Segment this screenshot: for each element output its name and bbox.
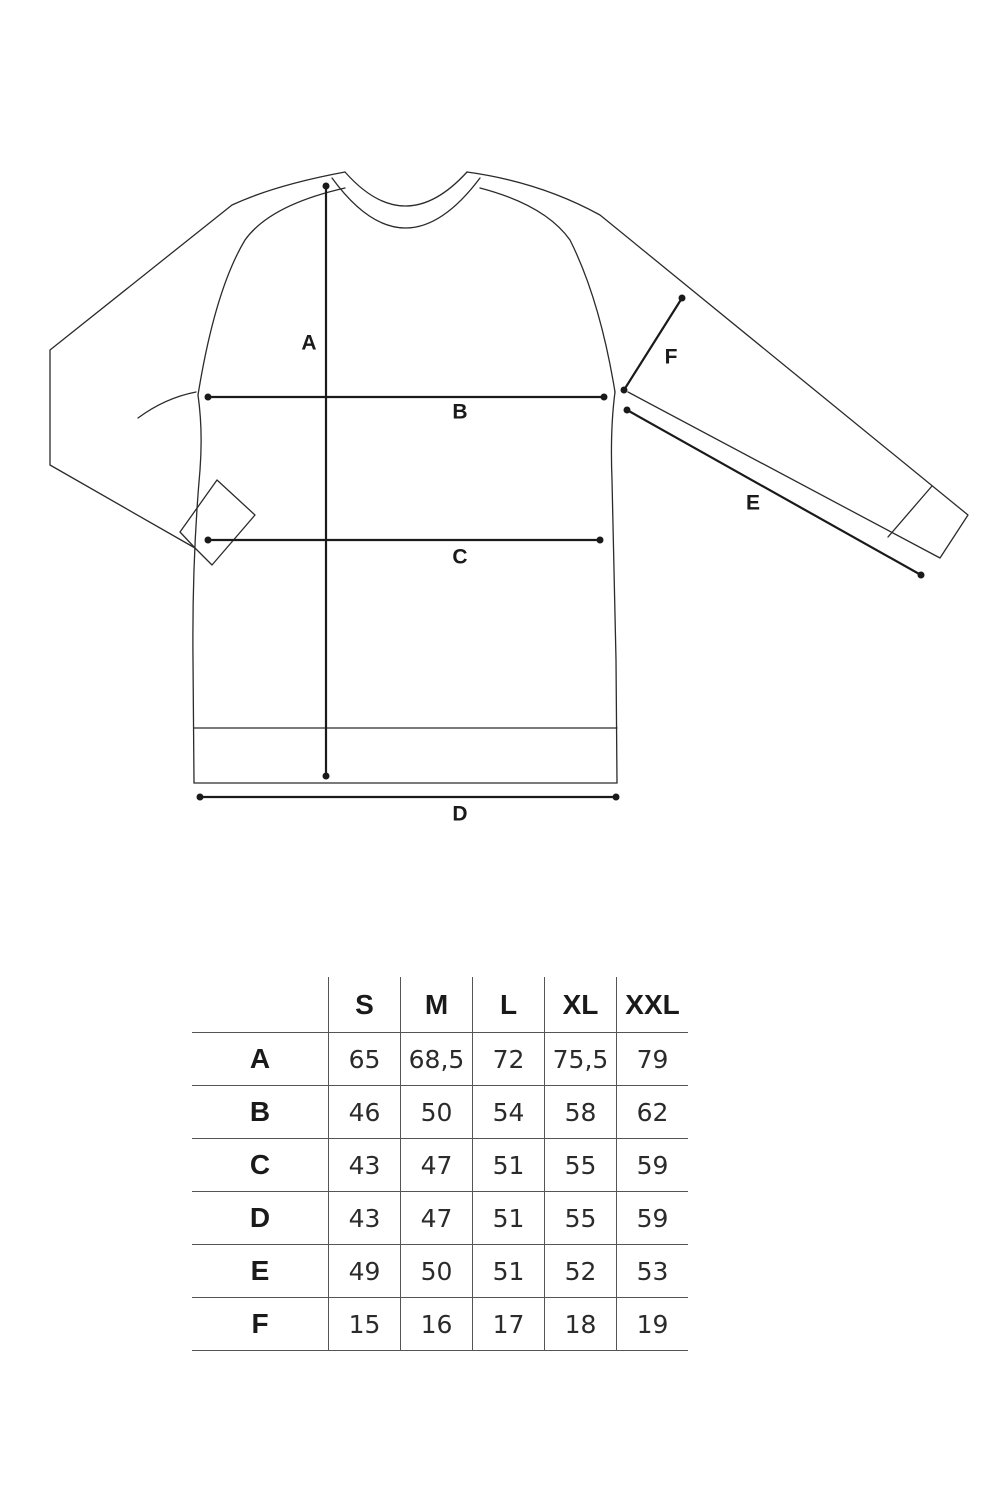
size-chart-table (192, 977, 688, 1351)
table-row (192, 1086, 688, 1139)
label-f: F (664, 345, 678, 369)
table-cell: 51 (473, 1139, 545, 1192)
left-sleeve-underarm (138, 392, 196, 418)
measure-c (205, 537, 604, 544)
right-sleeve (467, 172, 968, 558)
size-header: M (401, 977, 473, 1033)
table-row (192, 1245, 688, 1298)
measure-a (323, 183, 330, 780)
table-cell: 50 (401, 1245, 473, 1298)
size-header: L (473, 977, 545, 1033)
label-a: A (301, 331, 317, 355)
table-row (192, 1033, 688, 1086)
table-row (192, 1298, 688, 1351)
left-sleeve (50, 172, 345, 548)
sweatshirt-outline (50, 172, 968, 783)
table-cell: 49 (329, 1245, 401, 1298)
measurement-row-label: E (192, 1245, 329, 1298)
measure-d (197, 794, 620, 801)
table-row (192, 1192, 688, 1245)
label-d: D (452, 802, 468, 826)
body-left-side (193, 395, 201, 783)
table-cell: 43 (329, 1192, 401, 1245)
size-header: XL (545, 977, 617, 1033)
measurement-row-label: D (192, 1192, 329, 1245)
label-e: E (745, 491, 761, 515)
right-cuff (888, 486, 932, 537)
table-cell: 51 (473, 1192, 545, 1245)
measure-e (624, 407, 925, 579)
table-cell: 62 (617, 1086, 689, 1139)
corner-cell (192, 977, 329, 1033)
table-cell: 43 (329, 1139, 401, 1192)
table-cell: 50 (401, 1086, 473, 1139)
left-raglan-seam (198, 188, 345, 395)
table-cell: 53 (617, 1245, 689, 1298)
table-cell: 59 (617, 1192, 689, 1245)
table-cell: 46 (329, 1086, 401, 1139)
size-header: S (329, 977, 401, 1033)
body-right-side (611, 392, 617, 783)
table-cell: 68,5 (401, 1033, 473, 1086)
table-cell: 72 (473, 1033, 545, 1086)
measure-f (621, 295, 686, 394)
table-cell: 52 (545, 1245, 617, 1298)
size-header-row (192, 977, 688, 1033)
table-cell: 47 (401, 1139, 473, 1192)
table-cell: 55 (545, 1192, 617, 1245)
table-cell: 19 (617, 1298, 689, 1351)
table-cell: 58 (545, 1086, 617, 1139)
measurement-row-label: B (192, 1086, 329, 1139)
table-cell: 18 (545, 1298, 617, 1351)
table-cell: 15 (329, 1298, 401, 1351)
table-cell: 75,5 (545, 1033, 617, 1086)
right-raglan-seam (480, 188, 615, 392)
table-cell: 65 (329, 1033, 401, 1086)
label-b: B (452, 400, 468, 424)
measure-b (205, 394, 608, 401)
table-cell: 16 (401, 1298, 473, 1351)
table-cell: 54 (473, 1086, 545, 1139)
table-cell: 47 (401, 1192, 473, 1245)
measurement-row-label: C (192, 1139, 329, 1192)
size-header: XXL (617, 977, 689, 1033)
left-cuff (180, 480, 255, 565)
table-cell: 79 (617, 1033, 689, 1086)
table-row (192, 1139, 688, 1192)
table-cell: 59 (617, 1139, 689, 1192)
table-cell: 55 (545, 1139, 617, 1192)
collar-inner (332, 178, 480, 228)
measurement-row-label: A (192, 1033, 329, 1086)
measurement-labels (301, 332, 760, 826)
label-c: C (452, 545, 468, 569)
collar-outer (345, 172, 467, 206)
table-cell: 17 (473, 1298, 545, 1351)
table-cell: 51 (473, 1245, 545, 1298)
measurement-row-label: F (192, 1298, 329, 1351)
